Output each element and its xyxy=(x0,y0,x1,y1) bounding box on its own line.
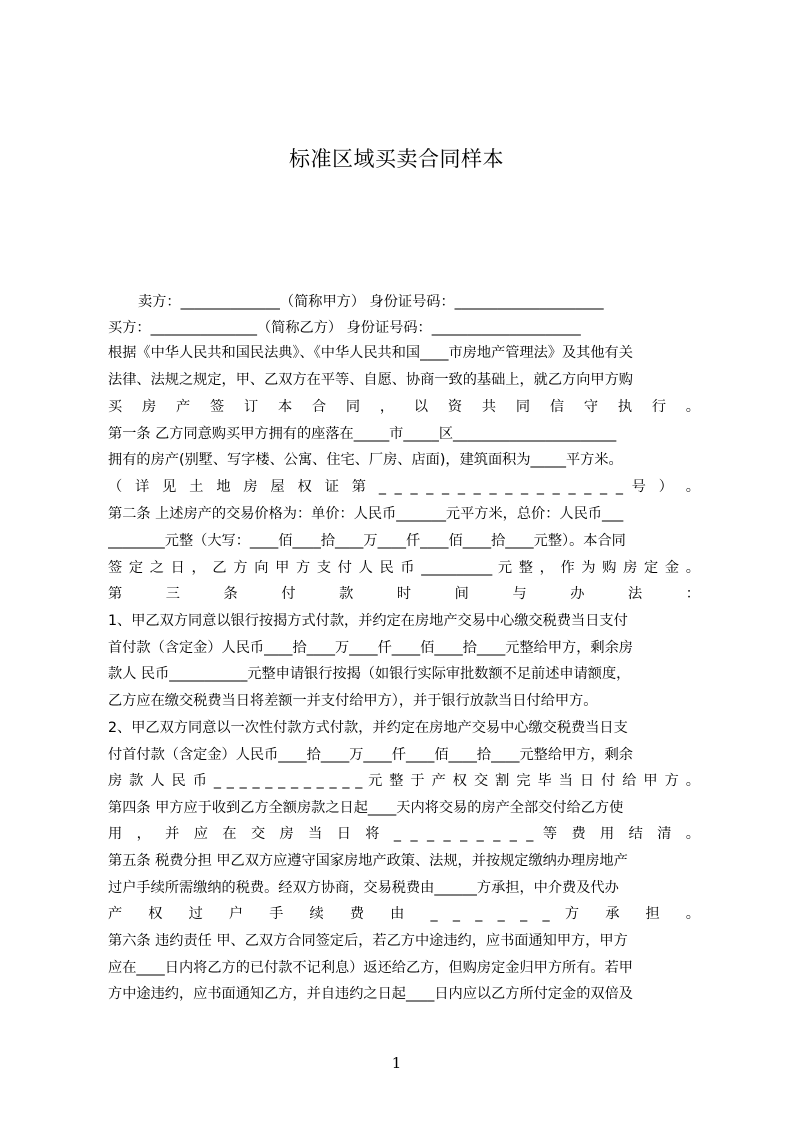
text-line: 应在____日内将乙方的已付款不记利息）返还给乙方，但购房定金归甲方所有。若甲 xyxy=(108,960,633,976)
text-line: ________元整（大写：____佰____拾____万____仟____佰____拾____元整）。本合同 xyxy=(108,533,626,549)
text-line: 首付款（含定金）人民币____拾____万____仟____佰____拾____元整给甲方，剩余房 xyxy=(108,640,633,656)
text-line: 款人 民币___________元整申请银行按揭（如银行实际审批数额不足前述申请额度， xyxy=(108,666,631,682)
article-1-line: 第一条 乙方同意购买甲方拥有的座落在_____市_____区_______________________ xyxy=(108,426,617,442)
text-line: 法律、法规之规定，甲、乙双方在平等、自愿、协商一致的基础上，就乙方向甲方购 xyxy=(108,372,633,388)
article-6-line: 第六条 违约责任 甲、乙双方合同签定后，若乙方中途违约，应书面通知甲方，甲方 xyxy=(108,933,628,949)
text-line: 根据《中华人民共和国民法典》、《中华人民共和国____市房地产管理法》及其他有关 xyxy=(108,345,633,361)
text-line: 过户手续所需缴纳的税费。经双方协商，交易税费由______方承担，中介费及代办 xyxy=(108,880,619,896)
text-line: 1、甲乙双方同意以银行按揭方式付款，并约定在房地产交易中心缴交税费当日支付 xyxy=(108,613,628,629)
text-line: 乙方应在缴交税费当日将差额一并支付给甲方），并于银行放款当日付给甲方。 xyxy=(108,693,598,709)
text-line: 拥有的房产(别墅、写字楼、公寓、住宅、厂房、店面)，建筑面积为_____平方米。 xyxy=(108,452,623,468)
text-line: 产 权 过 户 手 续 费 由 _ _ _ _ _ _ 方 承 担 。 xyxy=(108,906,700,922)
text-line: 房 款 人 民 币 _ _ _ _ _ _ _ _ _ _ _ _ 元 整 于 产 权 交 割 完 毕 当 日 付 给 甲 方 。 xyxy=(108,773,700,789)
buyer-line: 买方：_______________（简称乙方） 身份证号码：_____________________ xyxy=(108,320,581,336)
text-line: 方中途违约，应书面通知乙方，并自违约之日起____日内应以乙方所付定金的双倍及 xyxy=(108,986,633,1002)
article-4-line: 第四条 甲方应于收到乙方全额房款之日起____天内将交易的房产全部交付给乙方使 xyxy=(108,800,624,816)
text-line: 买 房 产 签 订 本 合 同 ， 以 资 共 同 信 守 执 行 。 xyxy=(108,399,700,415)
text-line: 用 ， 并 应 在 交 房 当 日 将 _ _ _ _ _ _ _ _ _ 等 费 用 结 清 。 xyxy=(108,826,700,842)
article-2-line: 第二条 上述房产的交易价格为：单价：人民币_______元平方米，总价：人民币___ xyxy=(108,506,624,522)
article-5-line: 第五条 税费分担 甲乙双方应遵守国家房地产政策、法规，并按规定缴纳办理房地产 xyxy=(108,853,628,869)
text-line: 付首付款（含定金）人民币____拾____万____仟____佰____拾____元整给甲方，剩余 xyxy=(108,747,633,763)
article-3-heading: 第 三 条 付 款 时 间 与 办 法 ： xyxy=(108,586,700,602)
text-line: 2、甲乙双方同意以一次性付款方式付款，并约定在房地产交易中心缴交税费当日支 xyxy=(108,720,628,736)
document-title: 标准区域买卖合同样本 xyxy=(289,147,504,171)
text-line: （ 详 见 土 地 房 屋 权 证 第 _ _ _ _ _ _ _ _ _ _ _ _ _ _ _ _ 号 ） 。 xyxy=(108,479,700,495)
page-number: 1 xyxy=(391,1054,402,1072)
text-line: 签 定 之 日 ， 乙 方 向 甲 方 支 付 人 民 币 __________ 元 整 ， 作 为 购 房 定 金 。 xyxy=(108,560,700,576)
seller-line: 卖方：______________（简称甲方） 身份证号码：_____________________ xyxy=(138,294,604,310)
